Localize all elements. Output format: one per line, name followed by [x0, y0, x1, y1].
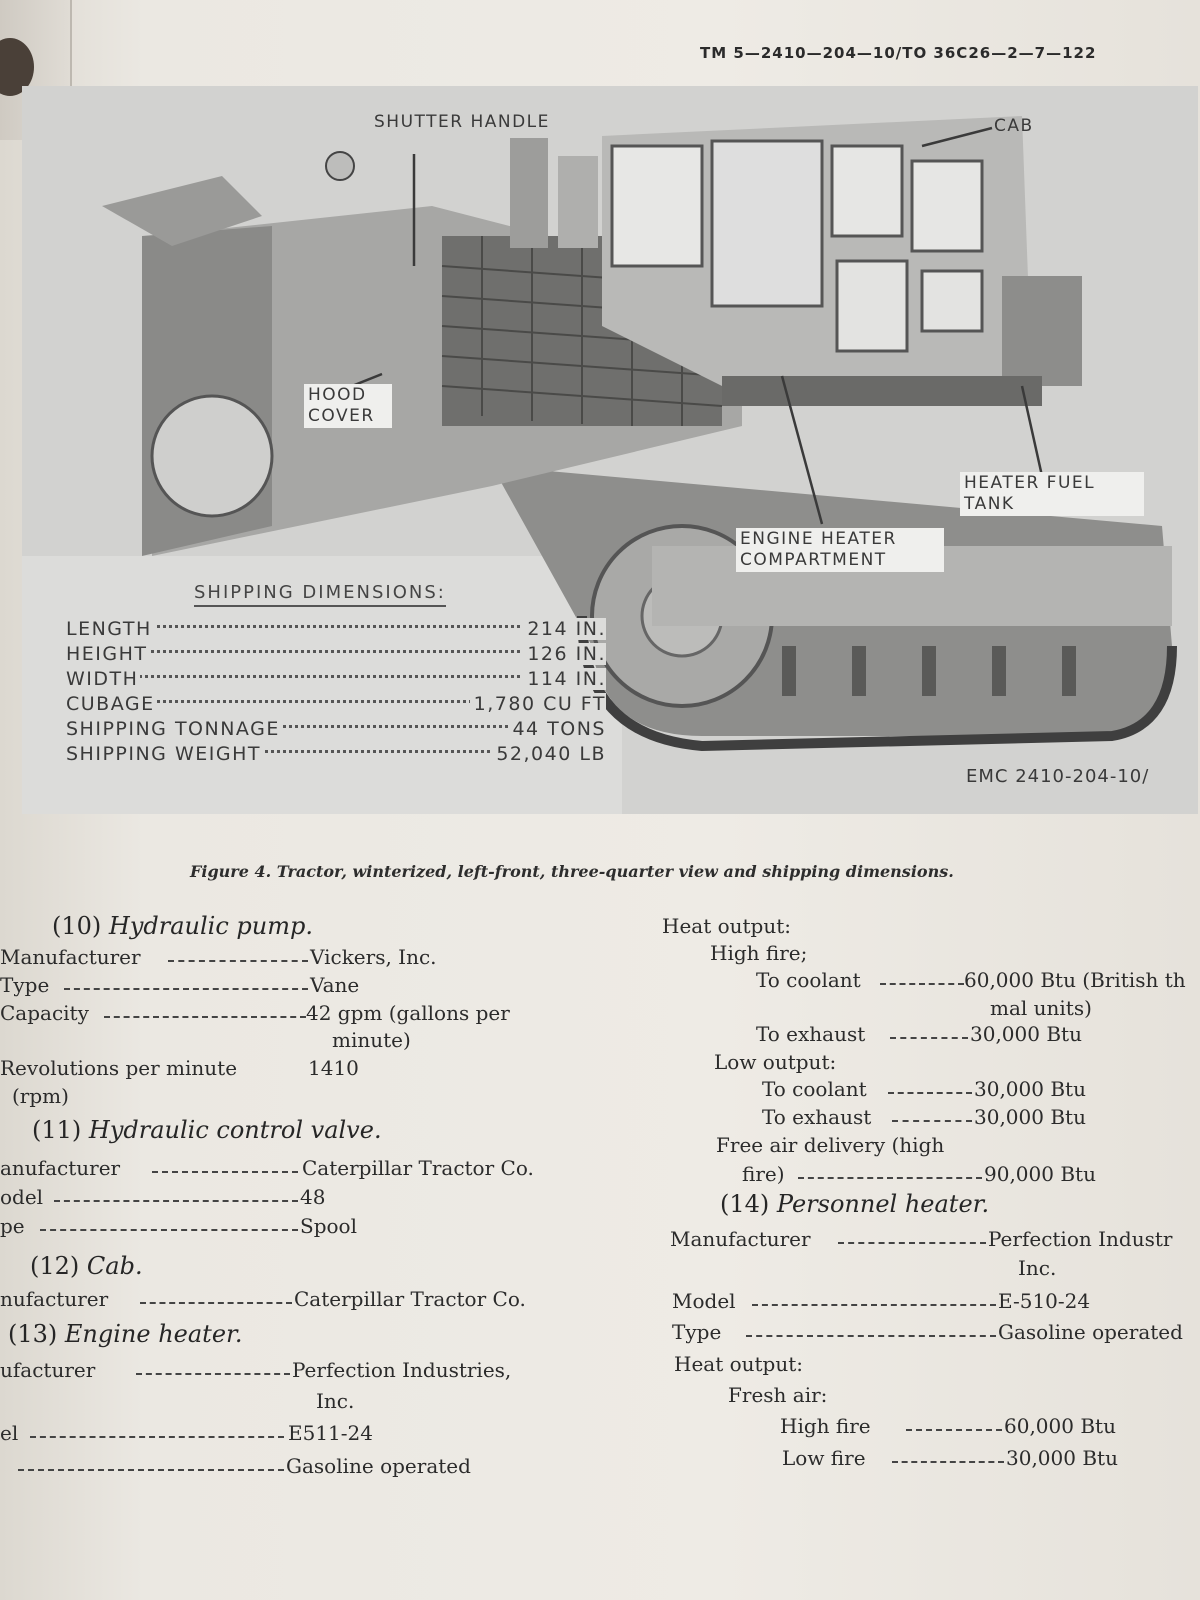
spec-row: anufacturer Caterpillar Tractor Co.	[0, 1156, 534, 1180]
spec-row: Capacity 42 gpm (gallons per	[0, 1001, 510, 1025]
section-title: Hydraulic pump.	[108, 912, 313, 940]
figure-code: EMC 2410-204-10/	[966, 766, 1150, 787]
dimension-row	[66, 618, 606, 643]
spec-row: nufacturer Caterpillar Tractor Co.	[0, 1287, 526, 1311]
spec-continuation: minute)	[332, 1028, 411, 1052]
spec-row: To exhaust 30,000 Btu	[762, 1105, 1086, 1129]
dimension-row	[66, 643, 606, 668]
spec-row: To exhaust 30,000 Btu	[756, 1022, 1082, 1046]
spec-subheading: Fresh air:	[728, 1383, 828, 1407]
dimension-row	[66, 718, 606, 743]
dimension-row	[66, 668, 606, 693]
spec-row: Type Vane	[0, 973, 360, 997]
callout-heater-fuel-tank: HEATER FUEL TANK	[960, 472, 1144, 516]
dimension-value: 1,780 CU FT	[470, 693, 606, 715]
spec-row: pe Spool	[0, 1214, 357, 1238]
callout-cab: CAB	[994, 116, 1034, 136]
dimension-label: WIDTH	[66, 668, 139, 690]
dimension-label: HEIGHT	[66, 643, 148, 665]
spec-row: To coolant 30,000 Btu	[762, 1077, 1086, 1101]
spec-row: Low fire 30,000 Btu	[782, 1446, 1118, 1470]
dimension-label: SHIPPING WEIGHT	[66, 743, 261, 765]
spec-continuation: Inc.	[316, 1389, 355, 1413]
spec-continuation: mal units)	[990, 996, 1092, 1020]
dimension-row	[66, 743, 606, 768]
spec-row: ufacturer Perfection Industries,	[0, 1358, 512, 1382]
spec-row: Revolutions per minute 1410	[0, 1056, 359, 1080]
section-heading: (13) Engine heater.	[8, 1320, 243, 1348]
spec-row: Manufacturer Perfection Industr	[670, 1227, 1173, 1251]
tractor-photo	[22, 86, 1198, 814]
dimension-value: 44 TONS	[508, 718, 606, 740]
spec-row: Manufacturer Vickers, Inc.	[0, 945, 437, 969]
spec-row: To coolant 60,000 Btu (British th	[756, 968, 1186, 992]
dimension-label: LENGTH	[66, 618, 152, 640]
dimension-value: 114 IN.	[523, 668, 606, 690]
spec-row: Model E-510-24	[672, 1289, 1091, 1313]
figure-caption: Figure 4. Tractor, winterized, left-front, three-quarter view and shipping dimensions.	[190, 862, 954, 881]
shipping-dimensions-title: SHIPPING DIMENSIONS:	[194, 582, 446, 607]
section-number: (10)	[52, 912, 102, 940]
spec-row: fire) 90,000 Btu	[742, 1162, 1096, 1186]
callout-hood-cover: HOOD COVER	[304, 384, 392, 428]
section-heading	[52, 912, 313, 940]
dimension-value: 52,040 LB	[492, 743, 606, 765]
spec-heading: Heat output:	[662, 914, 792, 938]
spec-row: odel 48	[0, 1185, 326, 1209]
spec-row: Type Gasoline operated	[672, 1320, 1183, 1344]
dimension-value: 126 IN.	[523, 643, 606, 665]
section-heading: (12) Cab.	[30, 1252, 143, 1280]
tm-number: TM 5—2410—204—10/TO 36C26—2—7—122	[700, 44, 1097, 62]
spec-row: High fire 60,000 Btu	[780, 1414, 1116, 1438]
callout-engine-heater-compartment: ENGINE HEATER COMPARTMENT	[736, 528, 944, 572]
dimension-value: 214 IN.	[523, 618, 606, 640]
dimension-row	[66, 693, 606, 718]
spec-subheading: Low output:	[714, 1050, 837, 1074]
spec-row: el E511-24	[0, 1421, 373, 1445]
section-heading: (14) Personnel heater.	[720, 1190, 990, 1218]
section-heading: (11) Hydraulic control valve.	[32, 1116, 382, 1144]
spec-heading: Heat output:	[674, 1352, 804, 1376]
callout-shutter-handle: SHUTTER HANDLE	[374, 112, 550, 132]
spec-continuation: (rpm)	[12, 1084, 69, 1108]
spec-subheading: High fire;	[710, 941, 808, 965]
spec-row: Free air delivery (high	[716, 1133, 945, 1157]
spec-continuation: Inc.	[1018, 1256, 1057, 1280]
dimension-label: CUBAGE	[66, 693, 155, 715]
dimension-label: SHIPPING TONNAGE	[66, 718, 280, 740]
spec-row: Gasoline operated	[0, 1454, 520, 1482]
